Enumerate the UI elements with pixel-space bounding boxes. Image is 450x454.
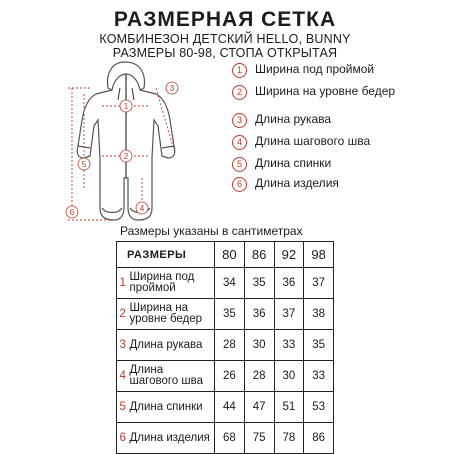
row-label: Ширина под проймой: [129, 268, 215, 299]
legend-item: [232, 156, 331, 172]
legend-label: Ширина на уровне бедер: [255, 84, 396, 98]
row-number: 6: [117, 423, 129, 454]
legend-item: [232, 84, 405, 100]
table-cell: 38: [304, 299, 334, 330]
row-label: Длина спинки: [129, 392, 215, 423]
legend-item: [232, 134, 370, 150]
table-row: [117, 299, 334, 330]
size-column-header: 98: [304, 242, 334, 268]
figure-marker-6: 6: [69, 208, 75, 217]
table-cell: 35: [244, 268, 274, 299]
row-number: 2: [117, 299, 129, 330]
size-table: [116, 241, 334, 454]
row-number: 4: [117, 361, 129, 392]
table-cell: 44: [215, 392, 245, 423]
table-cell: 51: [274, 392, 304, 423]
table-cell: 28: [244, 361, 274, 392]
row-number: 3: [117, 330, 129, 361]
page-title: РАЗМЕРНАЯ СЕТКА: [113, 8, 337, 31]
units-caption: Размеры указаны в сантиметрах: [120, 224, 303, 238]
table-cell: 68: [215, 423, 245, 454]
legend-label: Длина рукава: [255, 112, 332, 126]
product-subtitle: КОМБИНЕЗОН ДЕТСКИЙ HELLO, BUNNY: [99, 32, 351, 46]
table-cell: 33: [304, 361, 334, 392]
table-cell: 37: [274, 299, 304, 330]
table-cell: 30: [274, 361, 304, 392]
row-label: Длина рукава: [129, 330, 215, 361]
legend-number: 5: [232, 157, 247, 172]
row-label: Длина изделия: [129, 423, 215, 454]
row-number: 1: [117, 268, 129, 299]
legend-item: [232, 62, 374, 78]
sizes-subtitle: РАЗМЕРЫ 80-98, СТОПА ОТКРЫТАЯ: [112, 46, 338, 60]
table-cell: 53: [304, 392, 334, 423]
legend-label: Длина спинки: [255, 156, 332, 170]
figure-marker-2: 2: [123, 152, 129, 161]
table-row: [117, 268, 334, 299]
table-cell: 86: [304, 423, 334, 454]
legend-label: Ширина под проймой: [255, 62, 375, 76]
table-cell: 75: [244, 423, 274, 454]
table-row: [117, 392, 334, 423]
table-row: [117, 423, 334, 454]
legend-number: 2: [232, 85, 247, 100]
table-cell: 37: [304, 268, 334, 299]
table-row: [117, 330, 334, 361]
legend-number: 1: [232, 63, 247, 78]
legend-label: Длина шагового шва: [255, 134, 371, 148]
legend-number: 3: [232, 113, 247, 128]
table-cell: 36: [274, 268, 304, 299]
figure-marker-1: 1: [123, 102, 129, 111]
row-number: 5: [117, 392, 129, 423]
table-header-label: РАЗМЕРЫ: [117, 242, 215, 268]
table-header-row: [117, 242, 334, 268]
legend-item: [232, 176, 339, 192]
table-cell: 78: [274, 423, 304, 454]
legend-number: 4: [232, 135, 247, 150]
table-cell: 30: [244, 330, 274, 361]
legend-item: [232, 112, 331, 128]
figure-marker-3: 3: [169, 84, 175, 93]
figure-marker-4: 4: [139, 204, 145, 213]
table-cell: 34: [215, 268, 245, 299]
row-label: Длина шагового шва: [129, 361, 215, 392]
table-cell: 35: [304, 330, 334, 361]
table-cell: 36: [244, 299, 274, 330]
jumpsuit-illustration: [62, 58, 190, 226]
size-column-header: 86: [244, 242, 274, 268]
legend-number: 6: [232, 177, 247, 192]
table-cell: 47: [244, 392, 274, 423]
table-cell: 26: [215, 361, 245, 392]
figure-marker-5: 5: [81, 160, 87, 169]
table-cell: 33: [274, 330, 304, 361]
table-cell: 28: [215, 330, 245, 361]
row-label: Ширина на уровне бедер: [129, 299, 215, 330]
table-cell: 35: [215, 299, 245, 330]
legend-label: Длина изделия: [255, 176, 339, 190]
size-column-header: 80: [215, 242, 245, 268]
table-row: [117, 361, 334, 392]
size-column-header: 92: [274, 242, 304, 268]
